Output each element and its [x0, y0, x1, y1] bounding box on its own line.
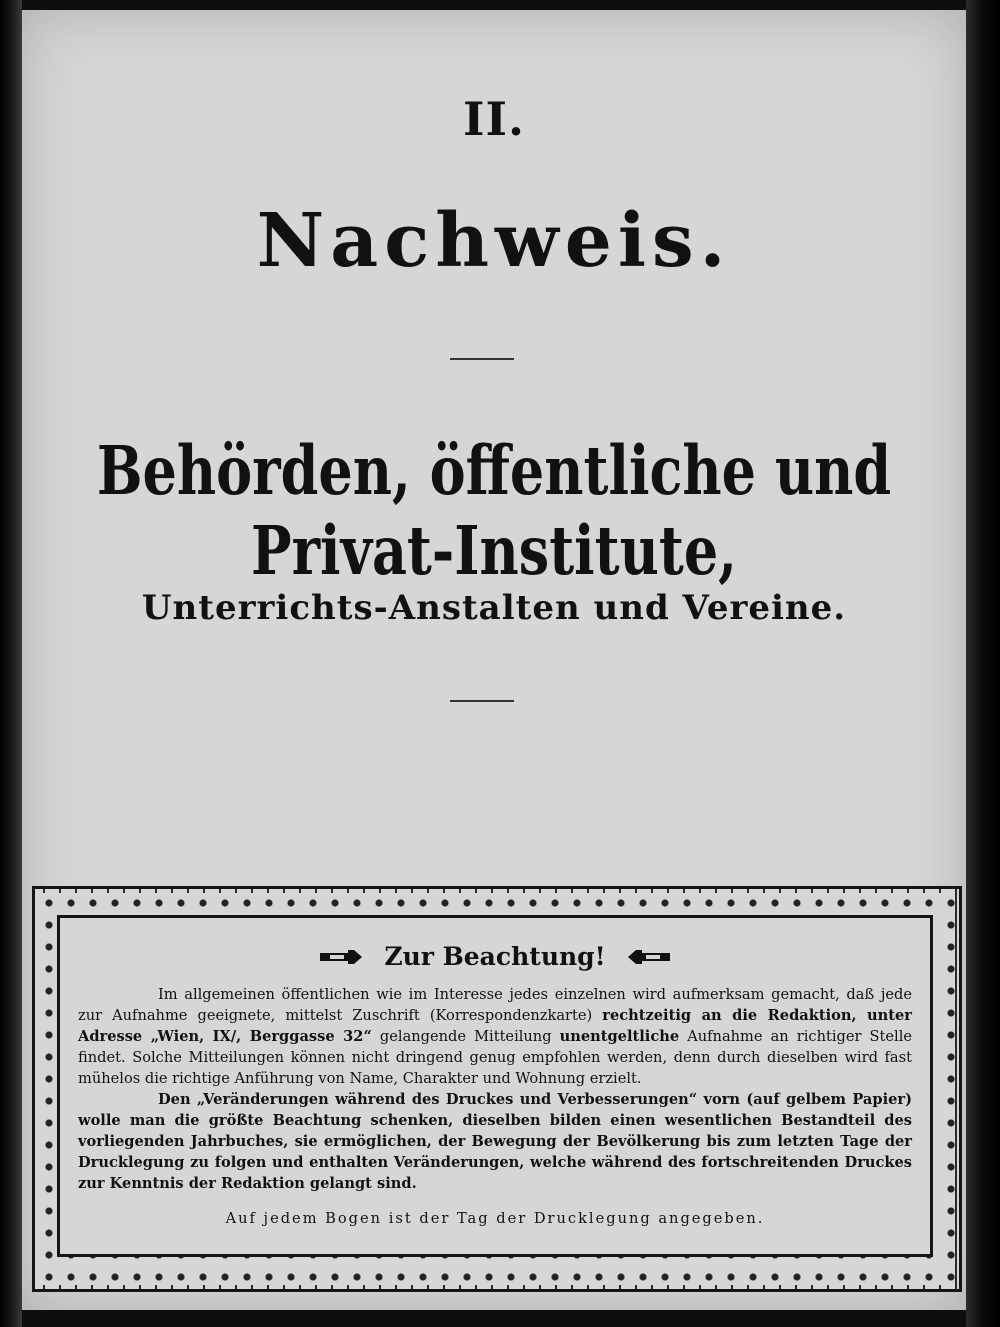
notice-p1-text-c: Aufnahme an richtiger Stelle findet. Solche Mitteilungen können nicht dringend genug empfohlen werden, denn durch dieselben wird fast mühelos die richtige Anführung von Name, Charakter und Wohnung erzielt. — [78, 1028, 912, 1087]
notice-paragraph-1 — [78, 984, 912, 1089]
pointing-hand-left-icon — [624, 948, 672, 966]
notice-paragraph-2 — [78, 1089, 912, 1194]
notice-heading-text: Zur Beachtung! — [384, 942, 606, 971]
notice-p1-text-a: Im allgemeinen öffentlichen wie im Interesse jedes einzelnen wird aufmerksam gemacht, daß jede zur Aufnahme geeignete, mittelst Zuschrift (Korrespondenzkarte) — [78, 986, 912, 1024]
notice-p2-text: Den „Veränderungen während des Druckes und Verbesserungen“ vorn (auf gelbem Papier) wolle man die größte Beachtung schenken, dieselben bilden einen wesentlichen Bestandteil des vorliegenden Jahrbuches, sie ermöglichen, der Bewegung der Bevölkerung bis zum letzten Tage der Drucklegung zu folgen und enthalten Veränderungen, welche während des fortschreitenden Druckes zur Kenntnis der Redaktion gelangt sind. — [78, 1091, 912, 1192]
pointing-hand-right-icon — [318, 948, 366, 966]
divider-rule-top — [450, 358, 514, 360]
subtitle-line-2: Unterrichts-Anstalten und Vereine. — [141, 588, 847, 628]
notice-p1-address: rechtzeitig an die Redaktion, unter Adresse „Wien, IX/, Berggasse 32“ — [78, 1007, 912, 1045]
notice-content — [57, 915, 933, 1257]
scan-right-edge — [966, 0, 1000, 1327]
subtitle-line-1: Behörden, öffentliche und Privat-Institute, — [96, 430, 892, 590]
notice-p1-text-b: gelangende Mitteilung — [371, 1028, 560, 1045]
notice-heading — [60, 942, 930, 971]
notice-box — [32, 886, 962, 1292]
notice-body — [78, 984, 912, 1194]
notice-p1-free: unentgeltliche — [559, 1028, 680, 1045]
page-title: Nachweis. — [256, 198, 732, 284]
notice-footer: Auf jedem Bogen ist der Tag der Drucklegung angegeben. — [225, 1210, 765, 1227]
scan-left-edge — [0, 0, 22, 1327]
divider-rule-bottom — [450, 700, 514, 702]
section-number: II. — [462, 92, 526, 146]
document-page — [22, 10, 966, 1310]
